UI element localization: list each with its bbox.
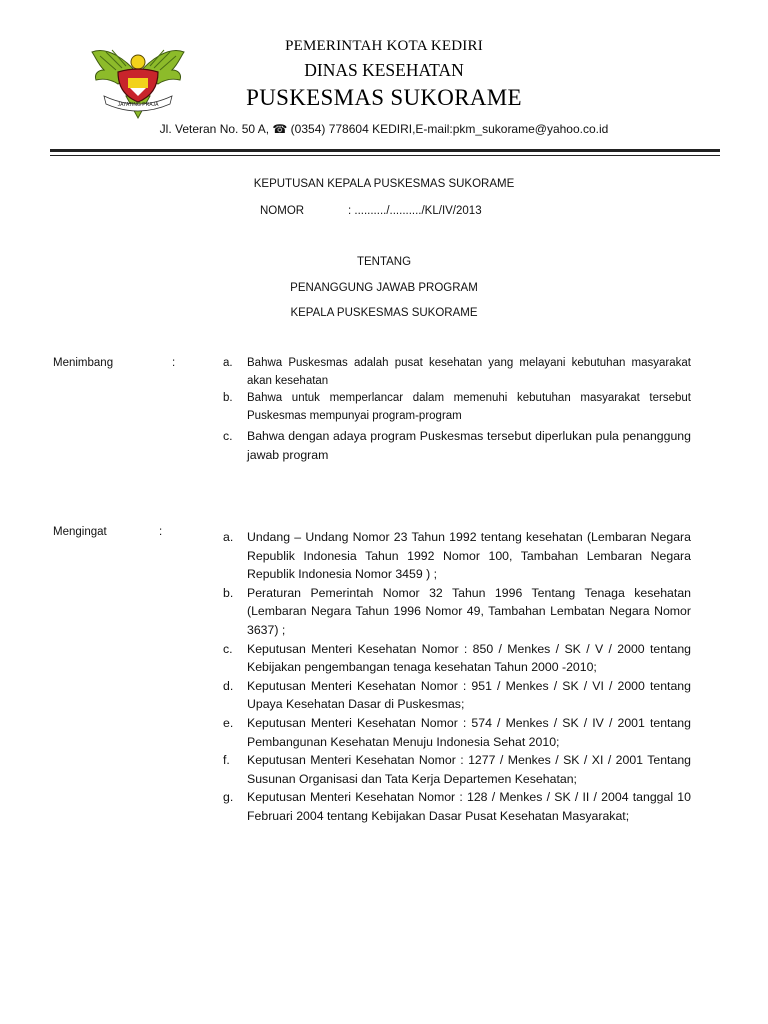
list-item-text: Bahwa Puskesmas adalah pusat kesehatan yang melayani kebutuhan masyarakat akan kesehatan <box>247 357 691 387</box>
menimbang-label: Menimbang <box>53 357 114 369</box>
letterhead-divider-thick <box>50 149 720 152</box>
list-item-text: Undang – Undang Nomor 23 Tahun 1992 tentang kesehatan (Lembaran Negara Republik Indonesia Tahun 1992 Nomor 100, Tambahan Lembaran Negara Republik Indonesia Nomor 3459 ) ; <box>247 530 691 582</box>
government-name: PEMERINTAH KOTA KEDIRI <box>285 38 483 54</box>
list-item-letter: b. <box>223 392 233 404</box>
tentang-heading: TENTANG <box>356 256 412 268</box>
list-item-text: Bahwa untuk memperlancar dalam memenuhi kebutuhan masyarakat tersebut Puskesmas mempunyai program-program <box>247 392 691 422</box>
address-line: Jl. Veteran No. 50 A, ☎ (0354) 778604 KEDIRI,E-mail:pkm_sukorame@yahoo.co.id <box>159 122 609 136</box>
institution-name: PUSKESMAS SUKORAME <box>246 85 522 110</box>
list-item <box>223 584 691 640</box>
list-item-text: Keputusan Menteri Kesehatan Nomor : 951 / Menkes / SK / VI / 2000 tentang Upaya Kesehatan Dasar di Puskesmas; <box>247 678 691 712</box>
nomor-value: : ........../........../KL/IV/2013 <box>348 205 482 217</box>
list-item <box>223 528 691 584</box>
list-item-letter: a. <box>223 357 233 369</box>
mengingat-list <box>223 528 691 826</box>
list-item <box>223 427 691 465</box>
list-item <box>223 714 691 751</box>
list-item <box>223 640 691 677</box>
list-item-letter: e. <box>223 715 234 730</box>
menimbang-list <box>223 355 691 465</box>
list-item-letter: c. <box>223 641 233 656</box>
list-item-text: Keputusan Menteri Kesehatan Nomor : 574 / Menkes / SK / IV / 2001 tentang Pembangunan Kesehatan Menuju Indonesia Sehat 2010; <box>247 715 691 749</box>
list-item-text: Keputusan Menteri Kesehatan Nomor : 128 / Menkes / SK / II / 2004 tanggal 10 Februari 2004 tentang Kebijakan Dasar Pusat Kesehatan Masyarakat; <box>247 790 691 823</box>
decree-title: KEPUTUSAN KEPALA PUSKESMAS SUKORAME <box>253 178 515 190</box>
letterhead-divider-thin <box>50 155 720 156</box>
list-item-letter: a. <box>223 530 234 544</box>
list-item-letter: f. <box>223 753 230 768</box>
mengingat-label: Mengingat <box>53 526 107 538</box>
menimbang-colon: : <box>172 357 176 369</box>
svg-text:JAYATING PRAJA: JAYATING PRAJA <box>117 102 159 108</box>
list-item-text: Peraturan Pemerintah Nomor 32 Tahun 1996 Tentang Tenaga kesehatan (Lembaran Negara Tahun 1996 Nomor 49, Tambahan Lembatan Negara Nomor 3637) ; <box>247 585 691 637</box>
list-item <box>223 390 691 425</box>
list-item <box>223 751 691 788</box>
list-item-letter: d. <box>223 678 234 693</box>
list-item-letter: g. <box>223 790 234 805</box>
list-item-letter: b. <box>223 585 234 600</box>
nomor-label: NOMOR <box>260 205 305 217</box>
decree-subject: PENANGGUNG JAWAB PROGRAM <box>290 282 478 294</box>
list-item <box>223 677 691 714</box>
decree-authority: KEPALA PUSKESMAS SUKORAME <box>290 307 478 319</box>
list-item-text: Bahwa dengan adaya program Puskesmas tersebut diperlukan pula penanggung jawab program <box>247 429 691 462</box>
list-item-text: Keputusan Menteri Kesehatan Nomor : 1277 / Menkes / SK / XI / 2001 Tentang Susunan Organisasi dan Tata Kerja Departemen Kesehatan; <box>247 753 691 786</box>
mengingat-colon: : <box>159 526 163 538</box>
department-name: DINAS KESEHATAN <box>304 60 464 80</box>
list-item <box>223 355 691 390</box>
list-item-text: Keputusan Menteri Kesehatan Nomor : 850 / Menkes / SK / V / 2000 tentang Kebijakan pengembangan tenaga kesehatan Tahun 2000 -2010; <box>247 641 691 675</box>
list-item <box>223 788 691 825</box>
list-item-letter: c. <box>223 429 233 443</box>
